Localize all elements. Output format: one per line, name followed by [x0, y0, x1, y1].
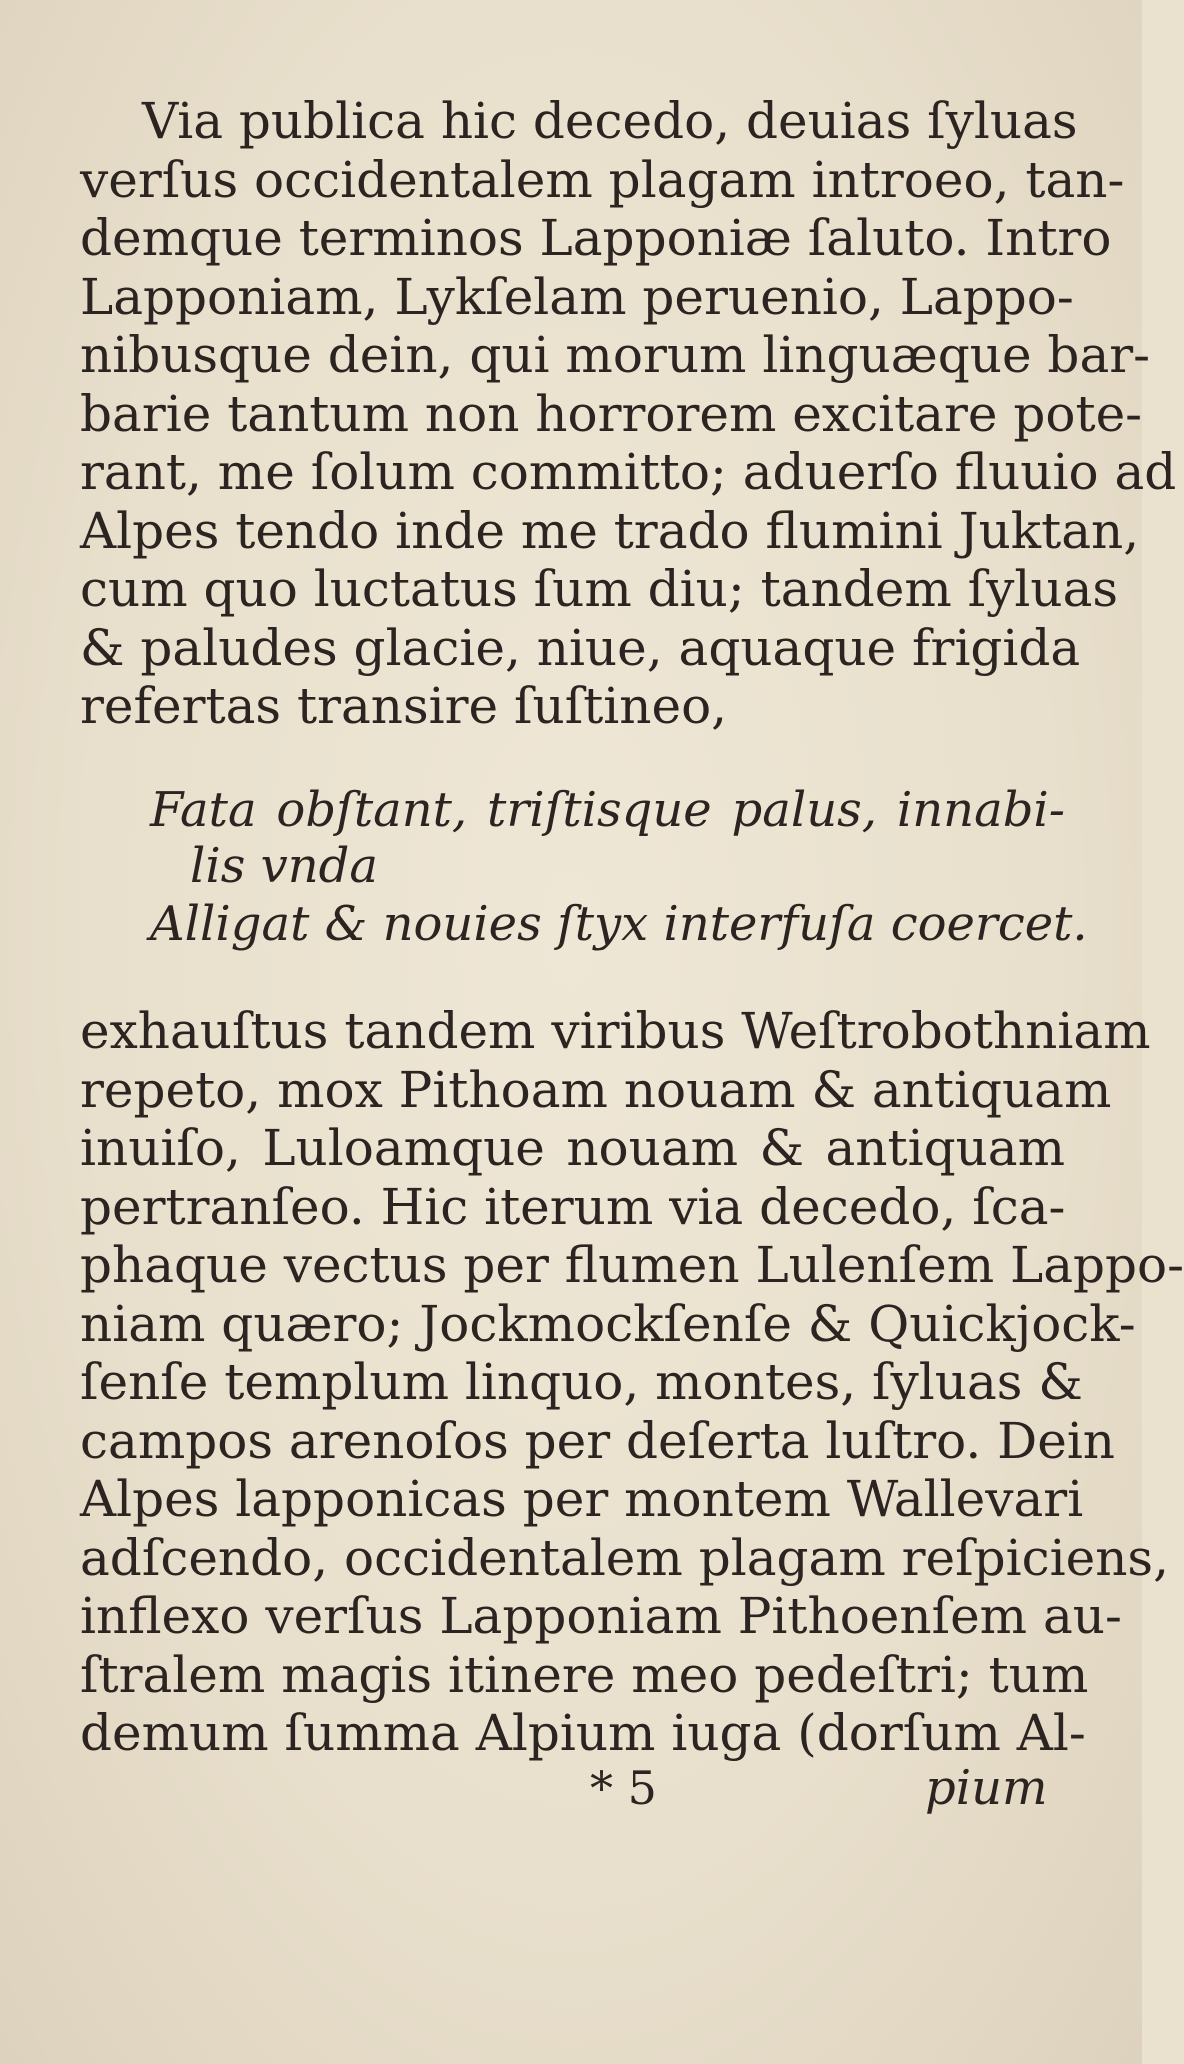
verse-line: Alligat & nouies ſtyx interfuſa coercet.	[150, 896, 1088, 952]
text-line: inuiſo, Luloamque nouam & antiquam	[80, 1119, 1065, 1177]
paragraph-1	[80, 92, 1177, 736]
text-line: verſus occidentalem plagam introeo, tan-	[80, 150, 1125, 209]
text-line: barie tantum non horrorem excitare pote-	[80, 384, 1143, 443]
text-line: refertas transire ſuſtineo,	[80, 677, 728, 735]
text-line: demque terminos Lapponiæ ſaluto. Intro	[80, 209, 1112, 267]
text-line: Lapponiam, Lykſelam peruenio, Lappo-	[80, 267, 1074, 326]
text-line: rant, me ſolum committo; aduerſo fluuio ad	[80, 443, 1177, 501]
text-line: ſtralem magis itinere meo pedeſtri; tum	[80, 1645, 1089, 1704]
text-line: Alpes tendo inde me trado flumini Juktan,	[80, 501, 1140, 560]
text-line: demum ſumma Alpium iuga (dorſum Al-	[80, 1704, 1086, 1762]
text-line: campos arenoſos per deſerta luſtro. Dein	[80, 1411, 1116, 1470]
catchword: pium	[925, 1760, 1048, 1816]
page-footer	[0, 1758, 1142, 1818]
text-line: ſenſe templum linquo, montes, ſyluas &	[80, 1353, 1083, 1411]
text-line: inflexo verſus Lapponiam Pithoenſem au-	[80, 1587, 1122, 1645]
verse-line: lis vnda	[190, 838, 378, 894]
verse-line: Fata obſtant, triſtisque palus, innabi-	[150, 782, 1065, 838]
text-line: niam quæro; Jockmockſenſe & Quickjock-	[80, 1294, 1136, 1353]
text-line: phaque vectus per flumen Lulenſem Lappo-	[80, 1236, 1184, 1294]
text-line: repeto, mox Pithoam nouam & antiquam	[80, 1060, 1112, 1119]
text-line: exhauſtus tandem viribus Weſtrobothniam	[80, 1002, 1151, 1060]
text-line: cum quo luctatus ſum diu; tandem ſyluas	[80, 560, 1119, 618]
signature-mark: * 5	[590, 1761, 657, 1815]
text-line: & paludes glacie, niue, aquaque frigida	[80, 618, 1081, 677]
text-line: Via publica hic decedo, deuias ſyluas	[142, 92, 1078, 150]
text-line: adſcendo, occidentalem plagam reſpiciens,	[80, 1528, 1169, 1587]
text-line: nibusque dein, qui morum linguæque bar-	[80, 326, 1151, 384]
paragraph-2	[80, 1002, 1184, 1763]
verse-quotation	[150, 782, 1088, 952]
text-line: Alpes lapponicas per montem Wallevari	[80, 1470, 1084, 1528]
text-line: pertranſeo. Hic iterum via decedo, ſca-	[80, 1177, 1066, 1236]
